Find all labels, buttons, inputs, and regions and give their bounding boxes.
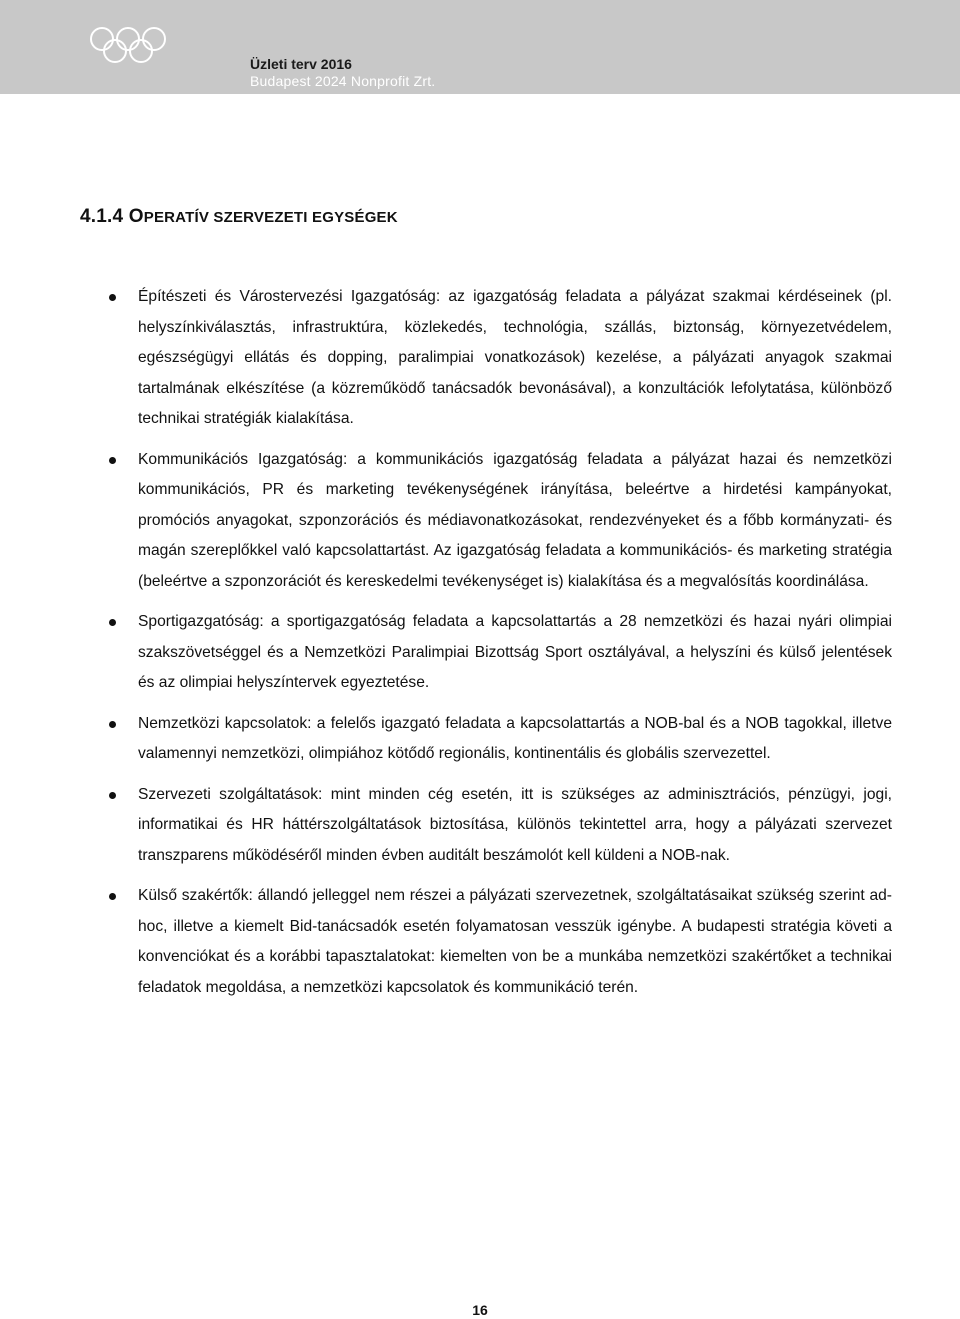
list-item	[138, 282, 892, 435]
bullet-icon	[109, 792, 116, 799]
list-item-text: Sportigazgatóság: a sportigazgatóság feladata a kapcsolattartás a 28 nemzetközi és hazai nyári olimpiai szakszövetséggel és a Nemzetközi Paralimpiai Bizottság Sport osztályával, a helyszíni és külső jelentések és az olimpiai helyszíntervek egyeztetése.	[138, 613, 892, 691]
list-item-text: Kommunikációs Igazgatóság: a kommunikációs igazgatóság feladata a pályázat hazai és nemzetközi kommunikációs, PR és marketing tevékenységének irányítása, beleértve a hirdetési kampányokat, promóciós anyagokat, szponzorációs és médiavonatkozásokat, rendezvényeket és a főbb kormányzati- és magán szereplőkkel való kapcsolattartást. Az igazgatóság feladata a kommunikációs- és marketing stratégia (beleértve a szponzorációt és kereskedelmi tevékenységet is) kialakítása és a megvalósítás koordinálása.	[138, 450, 892, 590]
unit-list	[138, 282, 892, 1003]
list-item	[138, 881, 892, 1003]
list-item-text: Építészeti és Várostervezési Igazgatóság: az igazgatóság feladata a pályázat szakmai kérdéseinek (pl. helyszínkiválasztás, infrastruktúra, közlekedés, technológia, szállás, biztonság, környezetvédelem, egészségügyi ellátás és dopping, paralimpiai vonatkozások) kezelése, a pályázati anyagok szakmai tartalmának elkészítése (a közreműködő tanácsadók bevonásával), a konzultációk lefolytatása, különböző technikai stratégiák kialakítása.	[138, 288, 892, 427]
bullet-icon	[109, 457, 116, 464]
document-body	[138, 282, 892, 1013]
list-item-text: Külső szakértők: állandó jelleggel nem részei a pályázati szervezetnek, szolgáltatásaikat szükség szerint ad-hoc, illetve a kiemelt Bid-tanácsadók esetén folyamatosan vesszük igénybe. A budapesti stratégia követi a konvenciókat és a korábbi tapasztalatokat: kiemelten von be a munkába nemzetközi szakértőket a technikai feladatok megoldása, a nemzetközi kapcsolatok és kommunikáció terén.	[138, 887, 892, 996]
olympic-rings-icon	[88, 26, 178, 66]
bullet-icon	[109, 619, 116, 626]
bullet-icon	[109, 893, 116, 900]
header-title: Üzleti terv 2016	[250, 56, 352, 72]
list-item	[138, 780, 892, 872]
header-subtitle: Budapest 2024 Nonprofit Zrt.	[250, 73, 436, 89]
page-header	[0, 0, 960, 94]
bullet-icon	[109, 294, 116, 301]
bullet-icon	[109, 721, 116, 728]
section-number: 4.1.4	[80, 206, 124, 227]
section-title-rest: PERATÍV SZERVEZETI EGYSÉGEK	[143, 209, 398, 226]
list-item-text: Nemzetközi kapcsolatok: a felelős igazgató feladata a kapcsolattartás a NOB-bal és a NOB tagokkal, illetve valamennyi nemzetközi, olimpiához kötődő regionális, kontinentális és globális szervezettel.	[138, 714, 892, 762]
page-number: 16	[472, 1302, 488, 1318]
section-heading	[80, 206, 398, 228]
list-item	[138, 445, 892, 598]
header-text	[250, 56, 435, 90]
list-item	[138, 607, 892, 699]
list-item-text: Szervezeti szolgáltatások: mint minden cég esetén, itt is szükséges az adminisztrációs, pénzügyi, jogi, informatikai és HR háttérszolgáltatások biztosítása, különös tekintettel arra, hogy a pályázati szervezet transzparens működéséről minden évben auditált beszámolót kell küldeni a NOB-nak.	[138, 785, 892, 864]
section-title-initial: O	[128, 206, 144, 227]
list-item	[138, 709, 892, 770]
